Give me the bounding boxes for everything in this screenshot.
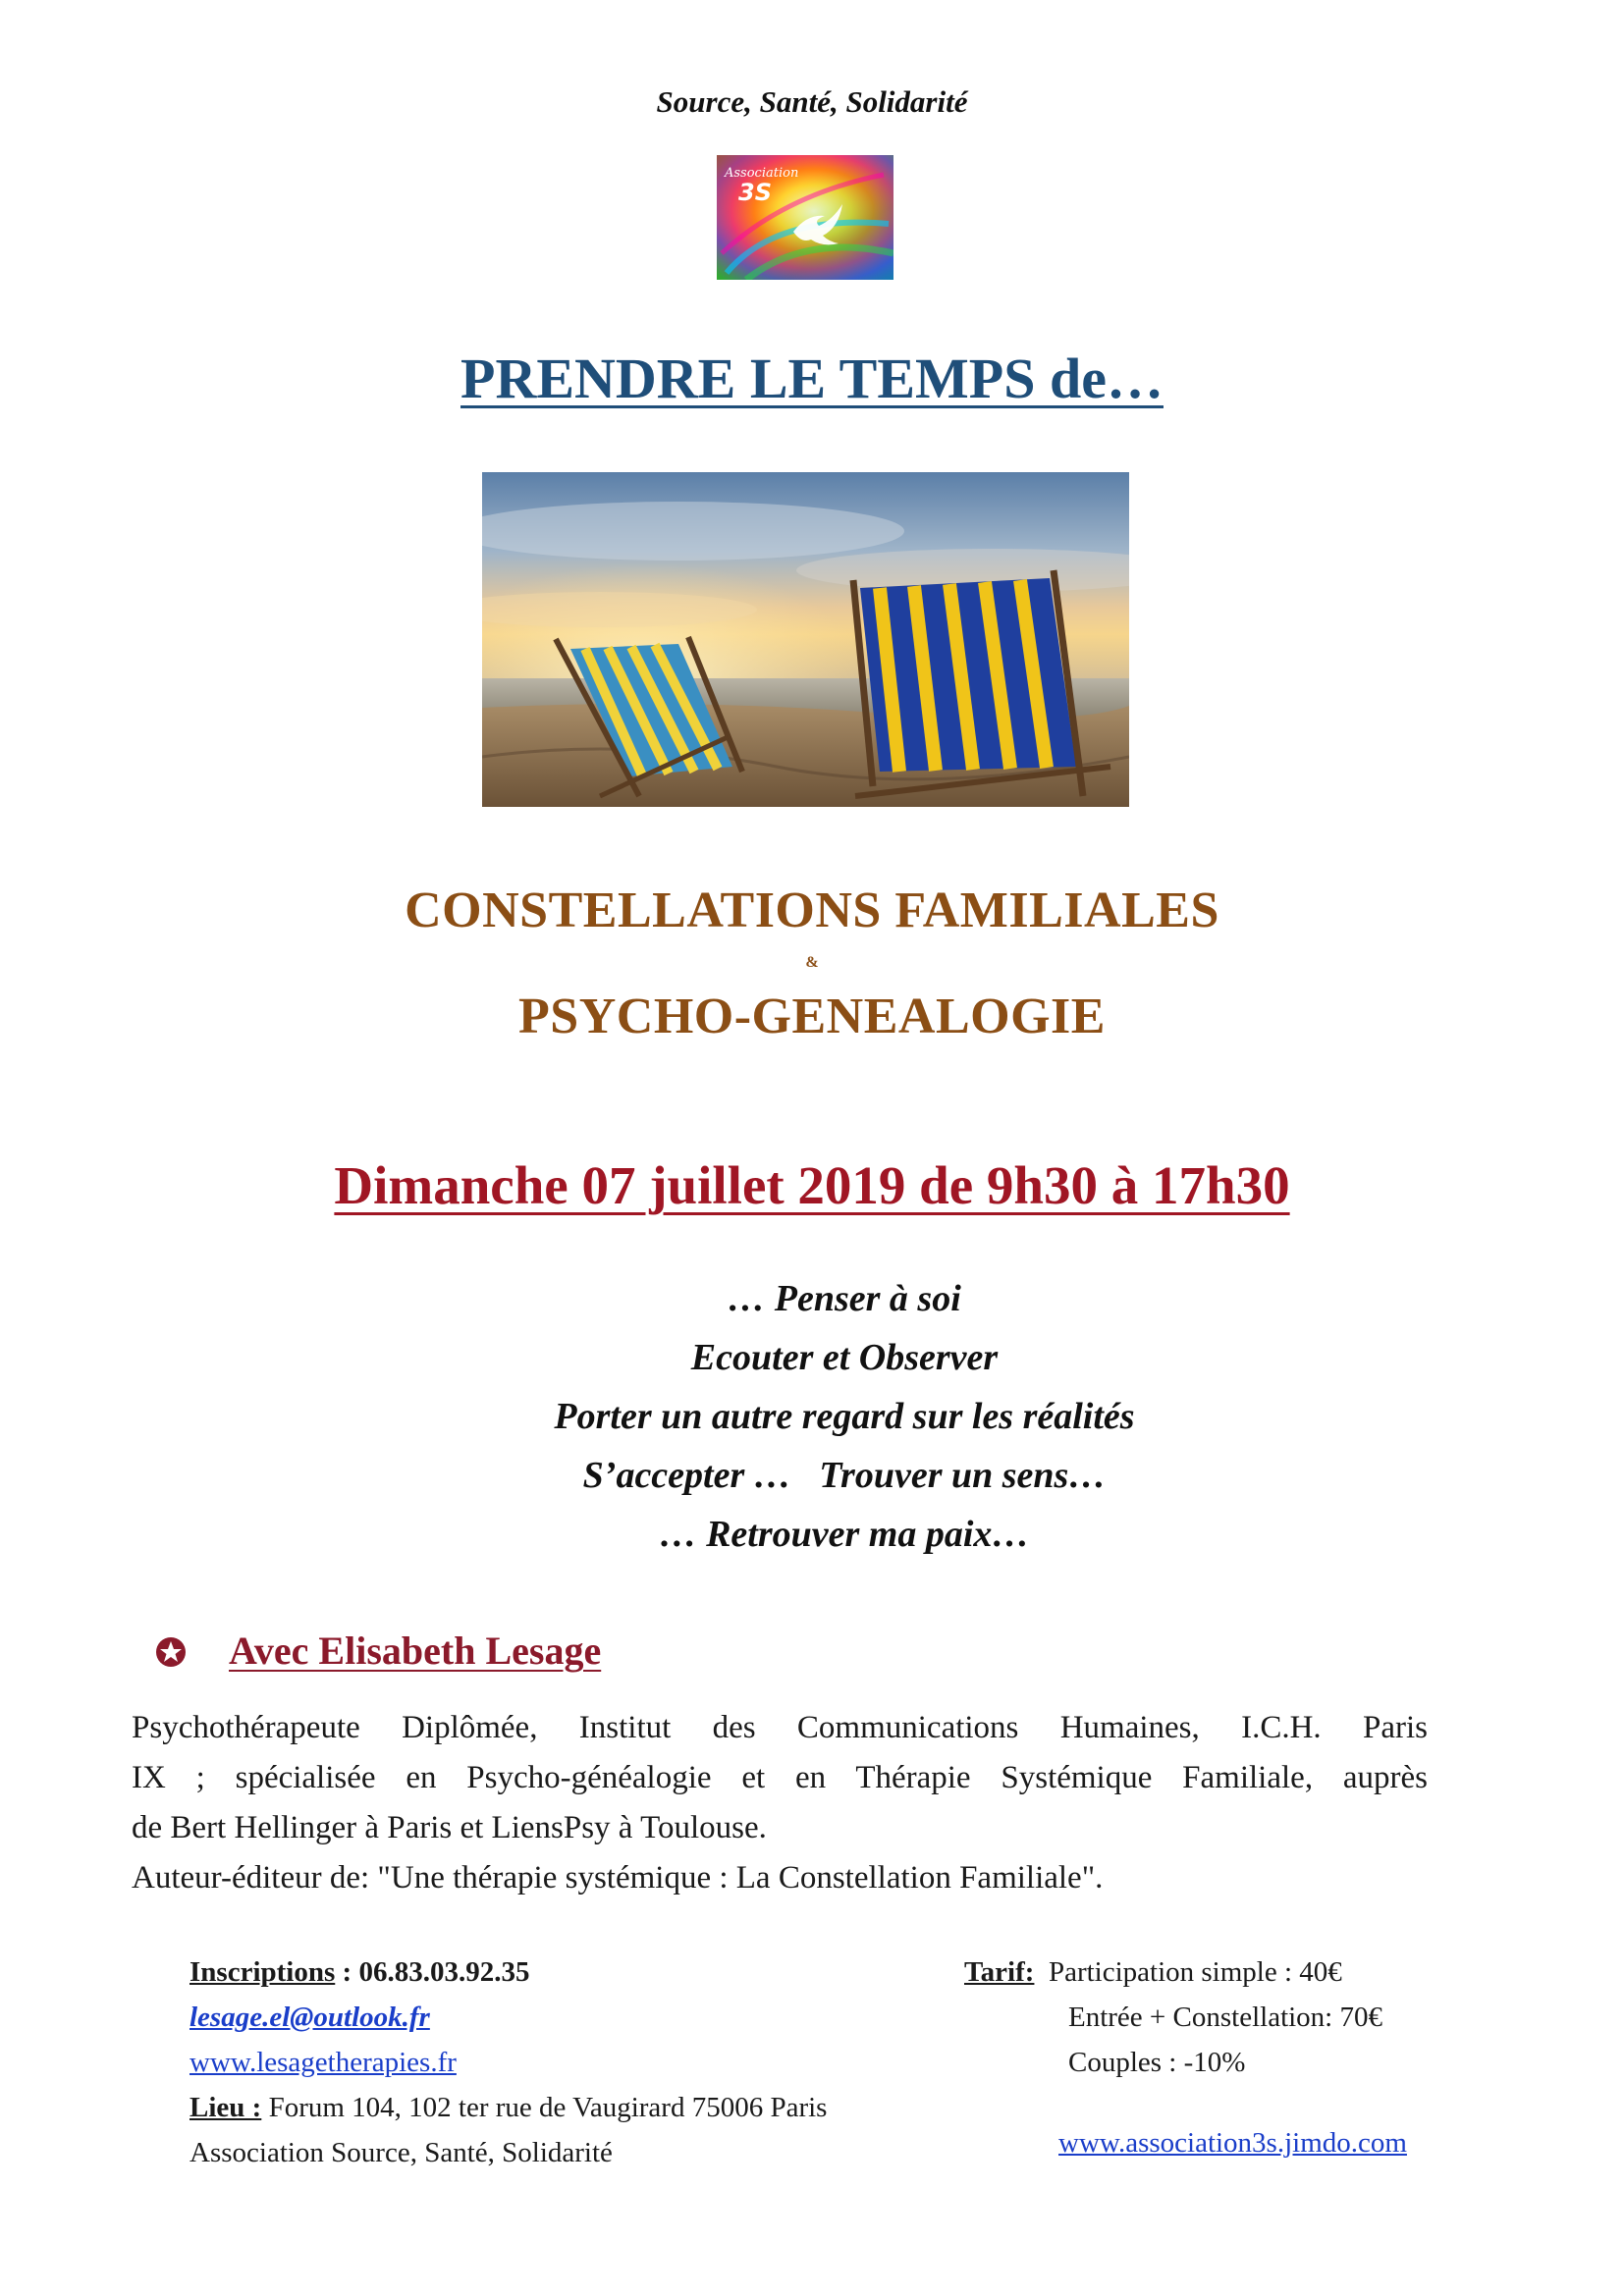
bio-line: Psychothérapeute Diplômée, Institut des Communications Humaines, I.C.H. Paris xyxy=(132,1710,1428,1745)
lieu-address: Forum 104, 102 ter rue de Vaugirard 75006 Paris xyxy=(261,2092,828,2123)
beach-chairs-photo xyxy=(482,472,1129,807)
quote-line: … Penser à soi xyxy=(728,1278,961,1319)
tagline: Source, Santé, Solidarité xyxy=(656,84,968,119)
svg-text:Association: Association xyxy=(725,166,799,181)
inscriptions-row: Inscriptions : 06.83.03.92.35 xyxy=(189,1956,530,1988)
main-title: PRENDRE LE TEMPS de… xyxy=(460,347,1164,410)
quote-line: Porter un autre regard sur les réalités xyxy=(554,1396,1135,1437)
event-date: Dimanche 07 juillet 2019 de 9h30 à 17h30 xyxy=(334,1155,1290,1215)
bio-line: IX ; spécialisée en Psycho-généalogie et en Thérapie Systémique Familiale, auprès xyxy=(132,1760,1428,1795)
quote-line: S’accepter … Trouver un sens… xyxy=(582,1455,1107,1496)
website-link[interactable]: www.lesagetherapies.fr xyxy=(189,2047,457,2078)
lieu-label: Lieu : xyxy=(189,2092,262,2123)
lieu-row xyxy=(189,2085,975,2130)
quotes-block xyxy=(471,1269,1218,1564)
star-bullet-icon xyxy=(154,1635,188,1669)
svg-text:3S: 3S xyxy=(738,179,772,206)
presenter-bio xyxy=(132,1703,1428,1903)
phone-number: 06.83.03.92.35 xyxy=(358,1956,530,1988)
tarif-item: Couples : -10% xyxy=(1068,2047,1246,2078)
subtitle-constellations: CONSTELLATIONS FAMILIALES xyxy=(405,882,1219,938)
bio-line: de Bert Hellinger à Paris et LiensPsy à Toulouse. xyxy=(132,1810,767,1845)
quote-line: Ecouter et Observer xyxy=(690,1337,999,1378)
contact-block xyxy=(189,1949,975,2175)
subtitle-psycho-genealogie: PSYCHO-GENEALOGIE xyxy=(518,988,1106,1044)
tarif-item: Entrée + Constellation: 70€ xyxy=(1068,2002,1382,2033)
email-link[interactable]: lesage.el@outlook.fr xyxy=(189,2002,430,2033)
subtitle-ampersand: & xyxy=(805,954,819,971)
quote-line: … Retrouver ma paix… xyxy=(659,1514,1030,1555)
tarif-item: Participation simple : 40€ xyxy=(1048,1956,1342,1988)
author-line: Auteur-éditeur de: "Une thérapie systémique : La Constellation Familiale". xyxy=(132,1860,1104,1896)
association-website-link[interactable]: www.association3s.jimdo.com xyxy=(1058,2127,1407,2159)
tarif-block xyxy=(964,1949,1455,2085)
association-logo xyxy=(717,155,893,280)
presenter-heading: Avec Elisabeth Lesage xyxy=(229,1629,602,1673)
tarif-label: Tarif: xyxy=(964,1956,1035,1988)
inscriptions-label: Inscriptions xyxy=(189,1956,336,1988)
association-name: Association Source, Santé, Solidarité xyxy=(189,2137,613,2168)
